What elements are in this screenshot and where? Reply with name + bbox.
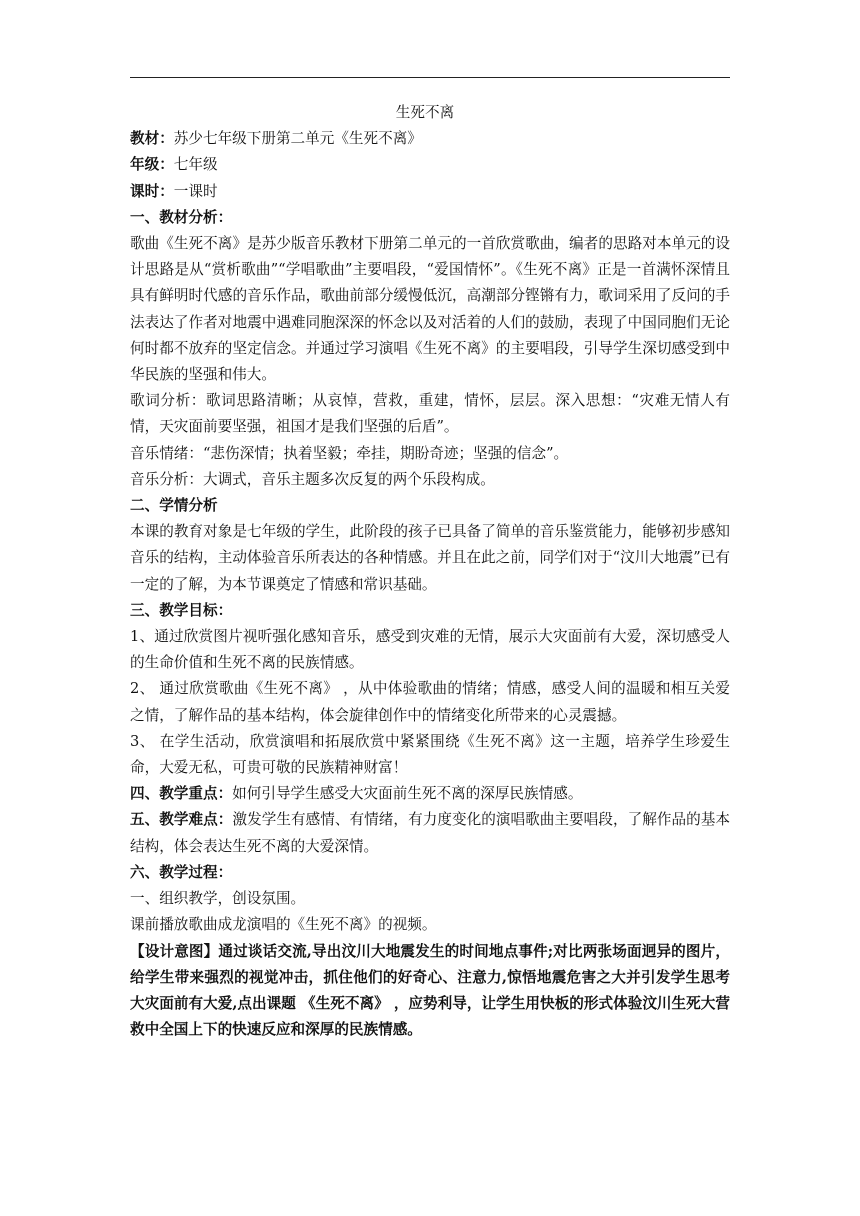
design-label: 【设计意图】 — [130, 942, 219, 960]
paragraph: 歌词分析：歌词思路清晰；从哀悼，营救，重建，情怀，层层。深入思想：“灾难无情人有情，天灾面前要坚强，祖国才是我们坚强的后盾”。 — [130, 392, 730, 436]
meta-label: 教材： — [130, 130, 174, 148]
section-text: 如何引导学生感受大灾面前生死不离的深厚民族情感。 — [232, 785, 583, 803]
goal-item: 2、 通过欣赏歌曲《生死不离》 ，从中体验歌曲的情绪；情感，感受人间的温暖和相互关爱之情，了解作品的基本结构，体会旋律创作中的情绪变化所带来的心灵震撼。 — [130, 680, 730, 724]
meta-value: 七年级 — [173, 156, 218, 174]
goal-item: 1、通过欣赏图片视听强化感知音乐，感受到灾难的无情，展示大灾面前有大爱，深切感受人的生命价值和生死不离的民族情感。 — [130, 628, 730, 672]
meta-textbook — [130, 126, 730, 152]
design-intent — [130, 939, 730, 1044]
section-text: 激发学生有感情、有情绪，有力度变化的演唱歌曲主要唱段，了解作品的基本结构，体会表达生死不离的大爱深情。 — [130, 811, 730, 855]
section-label: 五、教学难点： — [130, 811, 233, 829]
section-heading: 三、教学目标： — [130, 601, 233, 619]
paragraph: 歌曲《生死不离》是苏少版音乐教材下册第二单元的一首欣赏歌曲，编者的思路对本单元的设计思路是从“赏析歌曲”“学唱歌曲”主要唱段，“爱国情怀”。《生死不离》正是一首满怀深情且具有鲜明时代感的音乐作品，歌曲前部分缓慢低沉，高潮部分铿锵有力，歌词采用了反问的手法表达了作者对地震中遇难同胞深深的怀念以及对活着的人们的鼓励，表现了中国同胞们无论何时都不放弃的坚定信念。并通过学习演唱《生死不离》的主要唱段，引导学生深切感受到中华民族的坚强和伟大。 — [130, 235, 730, 384]
paragraph: 一、组织教学，创设氛围。 — [130, 890, 306, 908]
meta-value: 一课时 — [173, 182, 218, 200]
section-heading: 二、学情分析 — [130, 497, 218, 515]
paragraph: 音乐情绪：“悲伤深情；执着坚毅；牵挂，期盼奇迹；坚强的信念”。 — [130, 444, 569, 462]
difficulty — [130, 807, 730, 859]
header-rule — [130, 77, 730, 78]
meta-duration — [130, 179, 730, 205]
meta-label: 年级： — [130, 156, 174, 174]
meta-label: 课时： — [130, 182, 174, 200]
document-title: 生死不离 — [395, 104, 455, 121]
meta-value: 苏少七年级下册第二单元《生死不离》 — [173, 130, 422, 148]
section-label: 四、教学重点： — [130, 785, 233, 803]
document-body — [130, 100, 730, 1043]
paragraph: 课前播放歌曲成龙演唱的《生死不离》的视频。 — [130, 916, 437, 934]
section-heading: 六、教学过程： — [130, 863, 233, 881]
key-point — [130, 781, 730, 807]
design-text: 通过谈话交流,导出汶川大地震发生的时间地点事件;对比两张场面迥异的图片，给学生带来强烈的视觉冲击，抓住他们的好奇心、注意力,惊悟地震危害之大并引发学生思考大灾面前有大爱,点出课题 《生死不离》 ，应势利导，让学生用快板的形式体验汶川生死大营救中全国上下的快速反应和深厚的民族情感。 — [130, 942, 730, 1039]
goal-item: 3、 在学生活动，欣赏演唱和拓展欣赏中紧紧围绕《生死不离》这一主题，培养学生珍爱生命，大爱无私，可贵可敬的民族精神财富！ — [130, 732, 730, 777]
paragraph: 本课的教育对象是七年级的学生，此阶段的孩子已具备了简单的音乐鉴赏能力，能够初步感知音乐的结构，主动体验音乐所表达的各种情感。并且在此之前，同学们对于“汶川大地震”已有一定的了解，为本节课奠定了情感和常识基础。 — [130, 523, 730, 593]
paragraph: 音乐分析：大调式，音乐主题多次反复的两个乐段构成。 — [130, 470, 495, 488]
section-heading: 一、教材分析： — [130, 208, 233, 226]
meta-grade — [130, 152, 730, 178]
